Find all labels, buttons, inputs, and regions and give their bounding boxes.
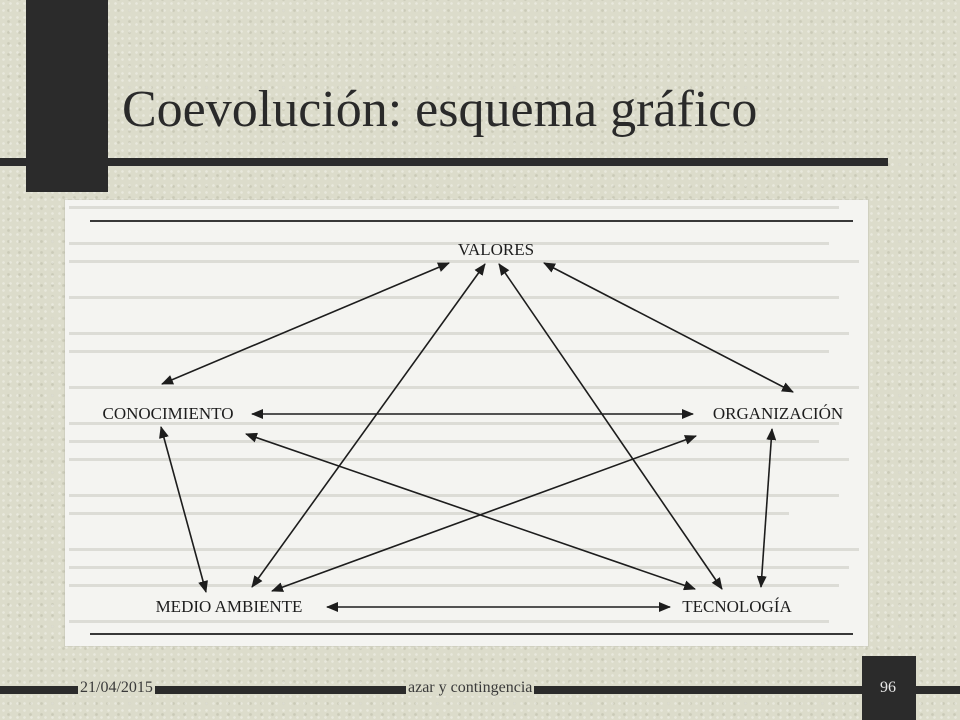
edge-valores-tecnologia	[499, 264, 722, 589]
node-valores: VALORES	[457, 240, 535, 259]
node-medio-ambiente: MEDIO AMBIENTE	[155, 597, 303, 616]
edge-organizacion-tecnologia	[761, 429, 772, 587]
edge-conocimiento-medio-ambiente	[161, 427, 206, 592]
slide-title: Coevolución: esquema gráfico	[122, 81, 758, 138]
footer-title: azar y contingencia	[408, 679, 533, 696]
edge-conocimiento-tecnologia	[246, 434, 695, 589]
node-tecnologia: TECNOLOGÍA	[682, 597, 792, 616]
edge-valores-conocimiento	[162, 263, 449, 384]
title-underline	[0, 158, 888, 166]
node-organizacion: ORGANIZACIÓN	[712, 404, 844, 423]
diagram-svg	[65, 200, 868, 646]
coevolution-diagram	[65, 200, 868, 646]
footer-date: 21/04/2015	[80, 679, 153, 696]
edge-valores-medio-ambiente	[252, 264, 485, 587]
node-conocimiento: CONOCIMIENTO	[102, 404, 234, 423]
page-number: 96	[880, 679, 896, 696]
edge-valores-organizacion	[544, 263, 793, 392]
